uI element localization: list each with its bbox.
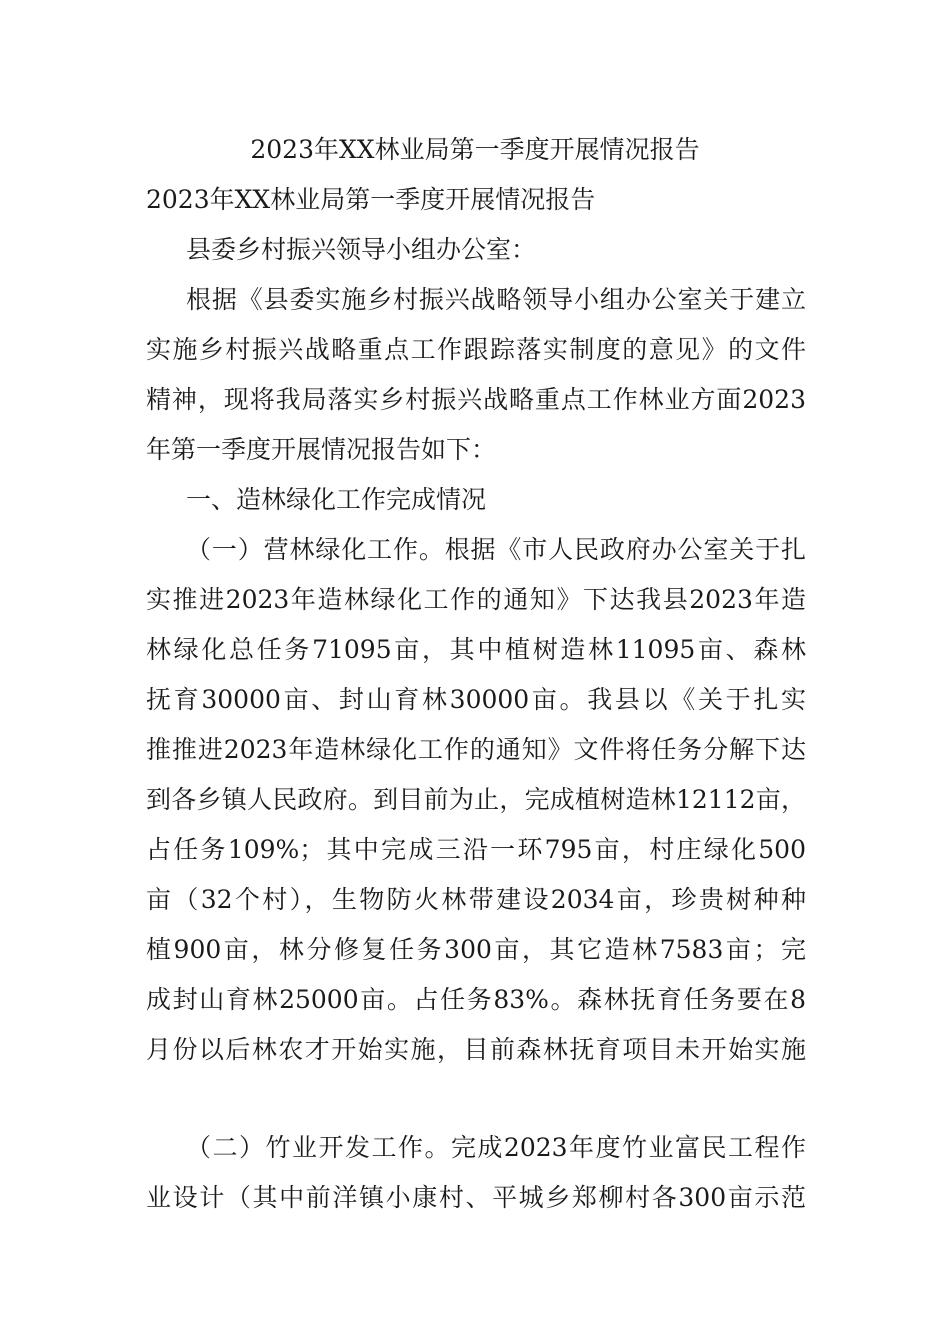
paragraph-line: （二）竹业开发工作。完成2023年度竹业富民工程作	[186, 1133, 806, 1162]
paragraph-line: 实施乡村振兴战略重点工作跟踪落实制度的意见》的文件	[146, 335, 806, 364]
paragraph-line: 精神，现将我局落实乡村振兴战略重点工作林业方面2023	[146, 385, 806, 414]
paragraph-line: 年第一季度开展情况报告如下：	[146, 435, 497, 464]
paragraph-line: 根据《县委实施乡村振兴战略领导小组办公室关于建立	[186, 285, 806, 314]
paragraph-line: 实推进2023年造林绿化工作的通知》下达我县2023年造	[146, 585, 806, 614]
paragraph-line: 林绿化总任务71095亩，其中植树造林11095亩、森林	[146, 635, 806, 664]
paragraph-line: 业设计（其中前洋镇小康村、平城乡郑柳村各300亩示范	[146, 1183, 806, 1212]
paragraph-line: 推推进2023年造林绿化工作的通知》文件将任务分解下达	[146, 735, 806, 764]
paragraph-line: 抚育30000亩、封山育林30000亩。我县以《关于扎实	[146, 685, 806, 714]
document-title: 2023年XX林业局第一季度开展情况报告	[250, 135, 700, 164]
paragraph-line: 到各乡镇人民政府。到目前为止，完成植树造林12112亩，	[146, 785, 806, 814]
section-heading: 一、造林绿化工作完成情况	[186, 485, 487, 514]
paragraph-line: 成封山育林25000亩。占任务83%。森林抚育任务要在8	[146, 985, 806, 1014]
paragraph-line: （一）营林绿化工作。根据《市人民政府办公室关于扎	[186, 535, 806, 564]
paragraph-line: 占任务109%；其中完成三沿一环795亩，村庄绿化500	[146, 835, 806, 864]
paragraph-line: 月份以后林农才开始实施，目前森林抚育项目未开始实施	[146, 1035, 806, 1064]
paragraph-line: 植900亩，林分修复任务300亩，其它造林7583亩；完	[146, 935, 806, 964]
paragraph-line: 亩（32个村），生物防火林带建设2034亩，珍贵树种种	[146, 885, 806, 914]
addressee-line: 县委乡村振兴领导小组办公室：	[186, 235, 537, 264]
document-heading-repeat: 2023年XX林业局第一季度开展情况报告	[146, 185, 596, 214]
